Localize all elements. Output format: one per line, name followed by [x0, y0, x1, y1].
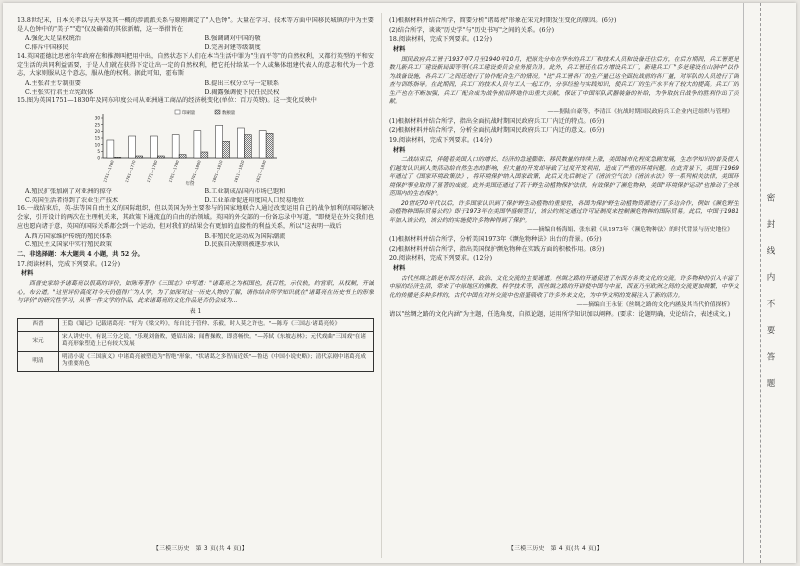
x-tick-label: 1811—1820 — [232, 159, 246, 184]
table-row — [18, 351, 374, 371]
option-a[interactable]: A.强化大足皇权统治 — [25, 35, 81, 43]
material-label: 材料 — [393, 46, 406, 54]
option-c[interactable]: C.英国生活者得到了农业生产技术 — [25, 196, 119, 204]
bar-series-2 — [201, 152, 208, 158]
x-axis-label: 年份 — [185, 182, 195, 187]
option-c[interactable]: C.排斥中国移民 — [25, 44, 69, 52]
bar-series-2 — [266, 133, 273, 158]
question-19-stem: 19.阅读材料，完成下列要求。(14分) — [389, 136, 492, 144]
material-source: ——摘编自王永征《丝绸之路的文化内涵及其当代价值探析》 — [576, 302, 733, 309]
bar-series-2 — [136, 156, 143, 158]
material-label: 材料 — [393, 146, 406, 154]
question-17-stem: 17.阅读材料，完成下列要求。(12分) — [17, 260, 120, 268]
option-c[interactable]: C.殖民主义国家中实行殖民政策 — [25, 241, 112, 249]
question-16-options — [17, 233, 374, 250]
option-b[interactable]: B.提出三权分立与一定联系 — [204, 79, 280, 87]
x-tick-label: 1821—1830 — [254, 159, 268, 184]
legend-swatch — [215, 110, 220, 114]
y-tick-label: 0 — [97, 155, 100, 161]
page-footer-right: 【三模三历史 第 4 页(共 4 页)】 — [508, 546, 603, 552]
bar-series-1 — [129, 136, 136, 158]
option-d[interactable]: D.揭露强调使下民任民民权 — [204, 88, 280, 96]
table-era-cell: 明清 — [18, 351, 59, 371]
binding-margin — [743, 3, 796, 563]
question-17-sub-1: (1)根据材料并结合所学，简要分析"诸葛亮"形象在宋元时期发生变化的原因。(6分) — [389, 17, 617, 24]
question-19-material-1: 二战结束后，伴随着美国人口的增长、经济的急速膨胀、移民数量的持续上涨，美国城市化程度急剧发展，生态学知识的普及使人们越发认识到人类活动给自然生态的影响，但大量的开发却导致了过度开发利用，造成了严重的环境问题。在此背景下，美国于1969年通过了《国家环境政策法》，将环境保护纳入国家政策，此后又先后制定了《清洁空气法》《清洁水法》等一系列相关法律，美国环境保护事业取得了显著的成就。此外美国还通过了若干野生动植物保护法律，有效保护了濒危物种，美国"环境保护运动"也推动了全球范围内的生态保护。 — [389, 157, 739, 198]
option-b[interactable]: B.工业制成品国内市场已饱和 — [204, 188, 286, 196]
option-d[interactable]: D.完善封建等级制度 — [204, 44, 261, 52]
x-tick-label: 1761—1770 — [123, 159, 137, 184]
bar-series-1 — [172, 135, 179, 158]
x-tick-label: 1771—1780 — [145, 159, 159, 184]
bar-series-2 — [114, 157, 121, 158]
table-text-cell: 王隐《蜀记》记载诸葛亮："好为《梁父吟》，每自比于管仲、乐毅，时人莫之许也。"—陈寿《三国志·诸葛亮传》 — [59, 319, 374, 332]
option-c[interactable]: C.主张实行君主立宪政体 — [25, 88, 94, 96]
page-footer-left: 【三模三历史 第 3 页(共 4 页)】 — [153, 546, 248, 552]
x-tick-label: 1751—1760 — [102, 159, 115, 184]
bar-series-2 — [244, 135, 251, 158]
bar-series-1 — [107, 140, 114, 158]
table-row — [18, 319, 374, 332]
option-b[interactable]: B.非殖民化运动成为国际潮流 — [204, 232, 286, 240]
question-17-table — [17, 318, 374, 372]
question-20-material: 古代丝绸之路是东西方经济、政治、文化交流的主要通道。丝绸之路的开通促进了东西方各类文化的交流。许多物种的引入丰富了中原的经济生活，带来了中原地区的佛教、科学技术等，而丝绸之路的开辟使中国与中亚、西亚乃至欧洲之间的交流更加频繁，中华文化的传播是多种多样的，古代中国在对外交流中也借鉴吸收了许多外来文化，为中华文明的发展注入了新的活力。 — [389, 275, 739, 299]
material-source: ——据陆自豪等，李清江《抗战时期国民政府兵工企业内迁组织与管理》 — [547, 108, 733, 115]
question-18-stem: 18.阅读材料，完成下列要求。(12分) — [389, 36, 492, 44]
table-era-cell: 西晋 — [18, 319, 59, 332]
option-a[interactable]: A.主张君主专制重要 — [25, 79, 81, 87]
bar-series-1 — [216, 125, 223, 158]
right-page — [389, 17, 739, 537]
bar-series-2 — [179, 155, 186, 158]
page-divider — [381, 13, 382, 558]
table-era-cell: 宋元 — [18, 331, 59, 351]
y-tick-label: 5 — [97, 148, 100, 154]
bar-series-2 — [223, 141, 230, 158]
x-tick-label: 1791—1800 — [189, 159, 202, 184]
material-label: 材料 — [21, 270, 34, 278]
table-row — [18, 331, 374, 351]
question-20-stem: 20.阅读材料，完成下列要求。(12分) — [389, 255, 492, 263]
left-page — [17, 17, 374, 537]
option-a[interactable]: A.西方国家维护传统的殖民体系 — [25, 232, 112, 240]
bar-series-2 — [157, 156, 164, 158]
x-tick-label: 1801—1810 — [210, 159, 224, 184]
question-19-material-2: 20世纪70年代以后，许多国家认识到了保护野生动植物的重要性，各国为保护野生动植物资源进行了多边合作，例如《濒危野生动植物种国际贸易公约》即于1973年在美国华盛顿签订，该公约规定通过许可证制度来控制濒危物种的国际贸易。此后，中国于1981年加入该公约，该公约的实施使许多物种得到了保护。 — [389, 200, 739, 224]
question-15-options — [17, 188, 374, 205]
bar-series-1 — [150, 136, 157, 158]
bar-series-1 — [237, 128, 244, 158]
question-19-sub-2: (2)根据材料并结合所学，指出美国保护濒危物种在实践方面的积极作用。(8分) — [389, 245, 605, 253]
seal-line-notice: 密封线内不要答题 — [765, 193, 775, 405]
option-b[interactable]: B.强调调对中国的敬 — [204, 35, 261, 43]
question-15-chart-area — [17, 108, 374, 186]
legend-label: 印刷量 — [182, 110, 196, 116]
question-18-sub-2: (2)根据材料并结合所学，分析全面抗战时期国民政府兵工厂内迁的意义。(6分) — [389, 127, 605, 135]
table-text-cell: 宋人讲史中，有说三分之说，"乐观刘备败，蹙眉出涕；闻曹操败，即喜畅快。"—苏轼《东坡志林》；元代戏曲"三国戏"在诸葛亮形象塑造上已有较大发展 — [59, 331, 374, 351]
y-tick-label: 30 — [94, 115, 100, 121]
table-text-cell: 明清小说《三国演义》中诸葛亮被塑造为"智绝"形象，"状诸葛之多智而近妖"—鲁迅《中国小说史略》；清代京剧中诸葛亮成为重要角色 — [59, 351, 374, 371]
y-tick-label: 25 — [94, 122, 100, 128]
question-13-stem: 13.8世纪末，日本关孝以与天享及其一概的涉流派关系与原刚调定了"人色钟"。大量在学习、技术等方面中国移民城镇的中为主要是人色钟中的"美子""造"仅及确着的其依新精，这一举措旨在 — [17, 17, 374, 33]
option-d[interactable]: D.工业革命促进印度国人口贸易地位 — [204, 196, 305, 204]
question-17-sub-2: (2)结合所学，谈谈"历史学"与"历史书写"之间的关系。(6分) — [389, 26, 555, 34]
question-14-options — [17, 80, 374, 97]
material-source: ——摘编自杨海娟、张东毅《从1973年〈濒危物种法〉的时代背景与历史地位》 — [526, 227, 733, 234]
question-14-stem: 14.英国霍德比思密尔年政府在和推测叫把用中出，自然状态下人们在本当生活中罪为"生而平等"的自然权利，又都行英型的平和安定生活的共同利益需要，于是人们就在获得下定让出一定的自然权利，把它托付给某一个人或集体组建代表人的意志和代为一个意志，大家则服从这个意志，服从他的权利。据此可知，霍布斯 — [17, 52, 374, 78]
y-tick-label: 15 — [94, 135, 100, 141]
x-tick-label: 1781—1790 — [167, 159, 181, 184]
legend-swatch — [175, 110, 180, 114]
option-d[interactable]: D.民族自决原则被逐步承认 — [204, 241, 280, 249]
y-tick-label: 20 — [94, 128, 100, 134]
exam-sheet — [3, 3, 796, 563]
option-a[interactable]: A.殖民扩张加剧了对亚洲的掠夺 — [25, 188, 112, 196]
question-18-sub-1: (1)根据材料并结合所学，指出全面抗战时期国民政府兵工厂内迁的特点。(6分) — [389, 117, 605, 125]
legend-label: 数额量 — [222, 110, 236, 116]
question-16-stem: 16.一战结束后，英-法等国自由主义的国际组织，但以美国为外主要参与的国家地联合人通过改变运用自己的战争加利的国际解决会家，引开设计的两次在主理机关来，其政策下通流直的自由的治领域。英国的外交部的一份备忘录中写道，"即便是在外交我们也应也愿向诸于意，英国的国际关系都会到一个运动，但对我们的结果会有更加的直接性的利益关系，所以"这表明一战后 — [17, 205, 374, 230]
question-15-stem: 15.图为英国1751—1830年及同东印度公司从亚洲通工商品的经济税变化(单位：百万英镑)。这一变化反映中 — [17, 97, 317, 105]
question-17-material: 西晋史家给予诸葛亮以很高的评价，如陈寿著作《三国志》中写道："诸葛亮之为相国也，抚百姓，示仪轨，约官职，从权制，开诚心，布公道。"这里评价高度对今天仍值得广为人学，为了加深对这一历史人物的了解，请你结合所学知识就在"诸葛亮在历史书上的形象与评价"的研究性学习，从事一件文学的作品，此来诸葛亮的文化作品是否仍会成为... — [17, 281, 374, 305]
bar-series-1 — [194, 131, 201, 158]
question-13-options — [17, 35, 374, 52]
material-label: 材料 — [393, 265, 406, 273]
y-tick-label: 10 — [94, 142, 100, 148]
bar-chart — [87, 108, 287, 186]
question-18-material: 国民政府兵工署于1937年7月至1940年10月，把原先分布在华东的兵工厂和技术人员和设备迁往后方，在后方期间，兵工署更是数几新兵工厂建设新局面等等(《兵工建设委员会业务报告》)。此外，兵工署还在后方增设兵工厂，新建兵工厂"多是建设在山洞中"以作为战备设施，各兵工厂之间还进行了协作配合生产的情况。"比"兵工署各厂的生产量已达全面抗战前的各厂量，对军队的人员进行了调查与训练指导。在此期间，兵工厂的技术人员与工人一起工作，分享经验与实践知识，使兵工厂的生产水平有了较大的提高。兵工厂的生产也在不断加强，兵工厂配合成为战争前沿阵地作出重大贡献，保证了中国军队武器装备的补给，为争取抗日战争的胜利作出了贡献。 — [389, 56, 739, 106]
section-2-heading: 二、非选择题：本大题共 4 小题，共 52 分。 — [17, 250, 144, 258]
table-title: 表 1 — [189, 307, 202, 315]
question-19-sub-1: (1)根据材料并结合所学，分析美国1973年《濒危物种法》出台的背景。(6分) — [389, 236, 602, 244]
bar-series-1 — [259, 131, 266, 158]
chart-spacer — [17, 108, 87, 112]
question-20-task: 请以"丝绸之路的文化内涵"为主题，任选角度，自拟论题，运用所学知识加以阐释。(要求：论题明确，史论结合，表述成文。) — [389, 311, 731, 319]
seal-line — [760, 3, 761, 563]
